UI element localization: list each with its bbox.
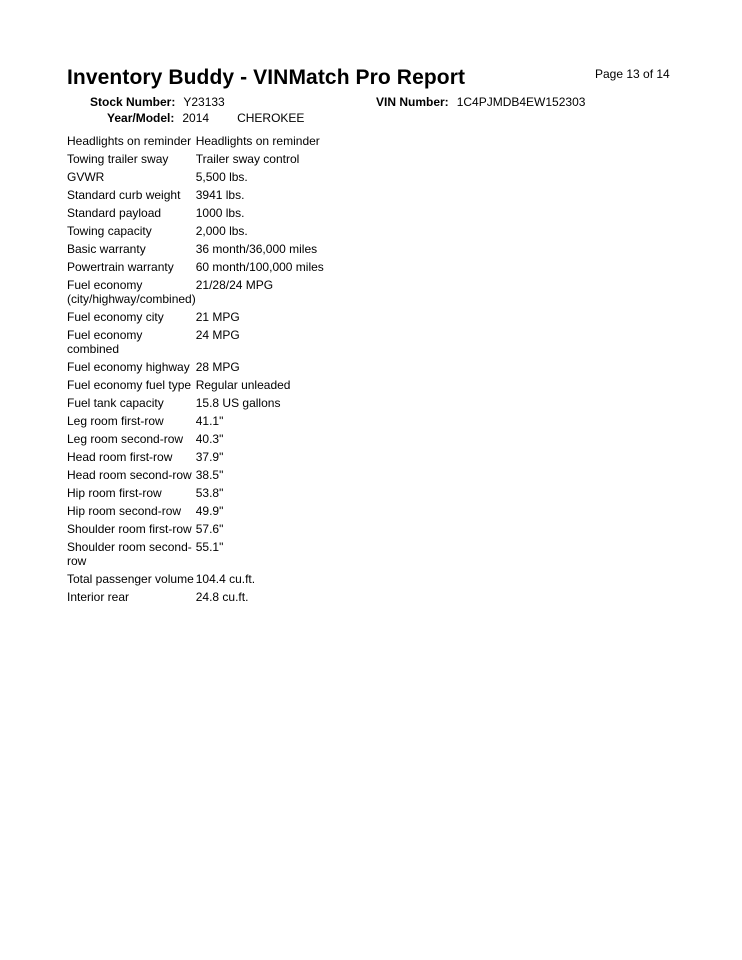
- spec-label: Total passenger volume: [67, 572, 194, 586]
- spec-value: 28 MPG: [195, 360, 240, 374]
- spec-row: [67, 328, 467, 360]
- spec-row: [67, 134, 467, 152]
- spec-label: Powertrain warranty: [67, 260, 174, 274]
- spec-row: [67, 152, 467, 170]
- spec-label: Shoulder room second-row: [67, 540, 192, 568]
- spec-row: [67, 188, 467, 206]
- spec-label: Head room second-row: [67, 468, 192, 482]
- spec-value: 38.5": [195, 468, 224, 482]
- spec-value: 1000 lbs.: [195, 206, 245, 220]
- spec-row: [67, 486, 467, 504]
- spec-value: Headlights on reminder: [195, 134, 320, 148]
- spec-value: Trailer sway control: [195, 152, 300, 166]
- spec-table: [67, 134, 467, 608]
- spec-label: Fuel economy (city/highway/combined): [67, 278, 196, 306]
- spec-value: 21/28/24 MPG: [195, 278, 274, 292]
- spec-value: 15.8 US gallons: [195, 396, 281, 410]
- spec-value: 60 month/100,000 miles: [195, 260, 324, 274]
- page-number: Page 13 of 14: [595, 67, 670, 81]
- report-title: Inventory Buddy - VINMatch Pro Report: [67, 66, 466, 89]
- spec-label: Fuel tank capacity: [67, 396, 164, 410]
- spec-value: 41.1": [195, 414, 224, 428]
- spec-label: Hip room second-row: [67, 504, 182, 518]
- spec-value: 2,000 lbs.: [195, 224, 248, 238]
- spec-row: [67, 278, 467, 310]
- year-model-line: [107, 111, 304, 125]
- spec-label: Fuel economy fuel type: [67, 378, 192, 392]
- spec-row: [67, 504, 467, 522]
- year-value: 2014: [182, 111, 210, 125]
- spec-row: [67, 396, 467, 414]
- vin-label: VIN Number:: [376, 95, 449, 109]
- spec-label: Leg room second-row: [67, 432, 184, 446]
- spec-table-body: [67, 134, 467, 608]
- spec-row: [67, 206, 467, 224]
- spec-value: 21 MPG: [195, 310, 240, 324]
- spec-label: Shoulder room first-row: [67, 522, 192, 536]
- spec-value: 49.9": [195, 504, 224, 518]
- spec-label: Fuel economy combined: [67, 328, 143, 356]
- stock-number-value: Y23133: [183, 95, 225, 109]
- spec-label: Headlights on reminder: [67, 134, 192, 148]
- spec-row: [67, 378, 467, 396]
- spec-label: Towing capacity: [67, 224, 152, 238]
- spec-label: Leg room first-row: [67, 414, 164, 428]
- spec-label: Standard payload: [67, 206, 162, 220]
- vin-line: [376, 95, 585, 109]
- spec-value: Regular unleaded: [195, 378, 291, 392]
- spec-row: [67, 450, 467, 468]
- spec-label: Head room first-row: [67, 450, 173, 464]
- spec-value: 24 MPG: [195, 328, 240, 342]
- spec-row: [67, 432, 467, 450]
- spec-value: 36 month/36,000 miles: [195, 242, 318, 256]
- spec-row: [67, 522, 467, 540]
- spec-label: Standard curb weight: [67, 188, 181, 202]
- model-value: CHEROKEE: [237, 111, 305, 125]
- year-model-label: Year/Model:: [107, 111, 175, 125]
- spec-row: [67, 260, 467, 278]
- spec-label: Interior rear: [67, 590, 130, 604]
- stock-number-line: [90, 95, 225, 109]
- vin-value: 1C4PJMDB4EW152303: [456, 95, 586, 109]
- spec-value: 40.3": [195, 432, 224, 446]
- spec-row: [67, 360, 467, 378]
- spec-value: 5,500 lbs.: [195, 170, 248, 184]
- spec-label: GVWR: [67, 170, 105, 184]
- spec-label: Fuel economy city: [67, 310, 164, 324]
- spec-label: Hip room first-row: [67, 486, 162, 500]
- spec-row: [67, 414, 467, 432]
- spec-value: 57.6": [195, 522, 224, 536]
- spec-value: 3941 lbs.: [195, 188, 245, 202]
- spec-value: 55.1": [195, 540, 224, 554]
- spec-value: 37.9": [195, 450, 224, 464]
- spec-label: Fuel economy highway: [67, 360, 190, 374]
- spec-row: [67, 572, 467, 590]
- spec-row: [67, 468, 467, 486]
- stock-number-label: Stock Number:: [90, 95, 176, 109]
- spec-row: [67, 170, 467, 188]
- spec-row: [67, 590, 467, 608]
- spec-value: 104.4 cu.ft.: [195, 572, 256, 586]
- spec-row: [67, 540, 467, 572]
- spec-row: [67, 242, 467, 260]
- spec-row: [67, 224, 467, 242]
- spec-row: [67, 310, 467, 328]
- spec-label: Basic warranty: [67, 242, 146, 256]
- spec-value: 24.8 cu.ft.: [195, 590, 249, 604]
- spec-label: Towing trailer sway: [67, 152, 169, 166]
- spec-value: 53.8": [195, 486, 224, 500]
